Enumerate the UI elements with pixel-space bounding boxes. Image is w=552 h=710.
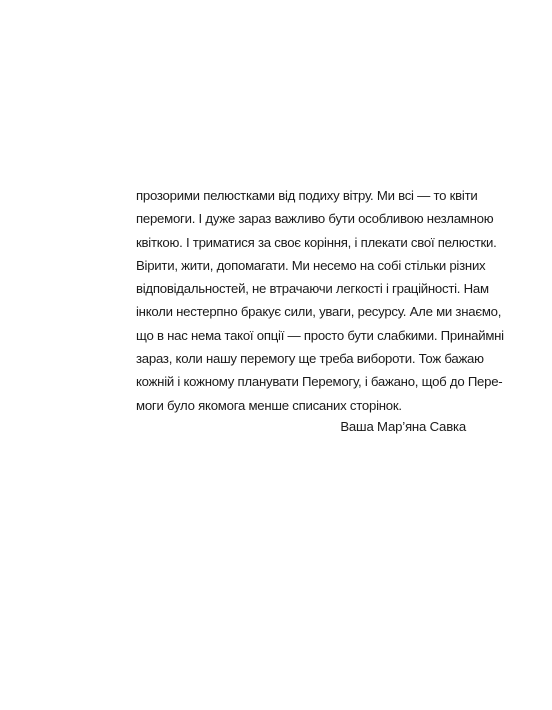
text-line: Вірити, жити, допомагати. Ми несемо на собі стільки різних xyxy=(136,257,486,273)
text-line: що в нас нема такої опції — просто бути слабкими. Принаймні xyxy=(136,327,504,343)
text-line: прозорими пелюстками від подиху вітру. Ми всі — то квіти xyxy=(136,188,478,203)
text-line: інколи нестерпно бракує сили, уваги, ресурсу. Але ми знаємо, xyxy=(136,304,502,320)
text-line: перемоги. І дуже зараз важливо бути особливою незламною xyxy=(136,211,494,227)
text-line: відповідальностей, не втрачаючи легкості і грацiйності. Нам xyxy=(136,281,489,297)
text-line: зараз, коли нашу перемогу ще треба вибороти. Тож бажаю xyxy=(136,351,484,367)
text-line: кожній і кожному планувати Перемогу, і бажано, щоб до Пере- xyxy=(136,374,503,390)
text-line: моги було якомога менше списаних сторінок. xyxy=(136,397,402,413)
author-signature: Ваша Мар’яна Савка xyxy=(340,419,466,434)
body-paragraph xyxy=(136,184,504,417)
text-line: квіткою. І триматися за своє коріння, і плекати свої пелюстки. xyxy=(136,234,497,250)
